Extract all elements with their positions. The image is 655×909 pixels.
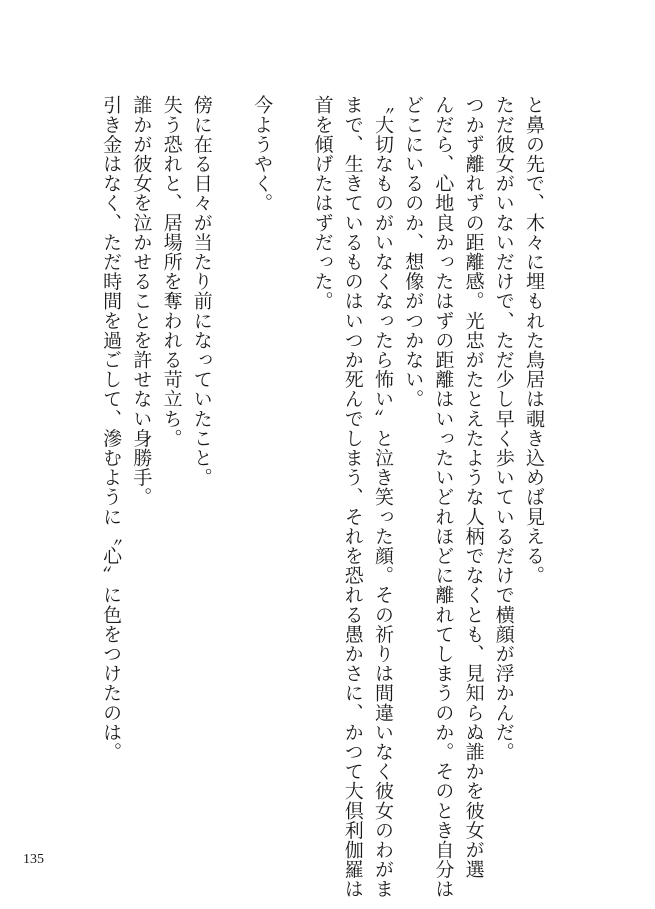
text-line: 傍に在る日々が当たり前になっていたこと。 (190, 95, 213, 487)
blank-line (277, 95, 307, 815)
text-line: まで、生きているものはいつか死んでしまう、それを恐れる愚かさに、かつて大倶利伽羅は (341, 95, 364, 899)
text-line: どこにいるのか、想像がつかない。 (402, 95, 425, 409)
text-line: 首を傾げたはずだった。 (311, 95, 334, 311)
blank-line (217, 95, 247, 815)
text-line: と鼻の先で、木々に埋もれた鳥居は覗き込めば見える。 (523, 95, 545, 585)
text-line: つかず離れずの距離感。光忠がたとえたような人柄でなくとも、見知らぬ誰かを彼女が選 (462, 95, 485, 879)
text-line: 〝大切なものがいなくなったら怖い〟と泣き笑った顔。その祈りは間違いなく彼女のわがま (371, 95, 394, 899)
vertical-body-text (96, 95, 549, 899)
text-line: 今ようやく。 (251, 95, 274, 213)
page-number: 135 (23, 852, 44, 867)
text-line: 引き金はなく、ただ時間を過ごして、滲むように〝心〟に色をつけたのは。 (100, 95, 123, 762)
text-line: 失う恐れと、居場所を奪われる苛立ち。 (160, 95, 183, 448)
text-line: んだら、心地良かったはずの距離はいったいどれほどに離れてしまうのか。そのとき自分は (432, 95, 455, 899)
text-line: ただ彼女がいないだけで、ただ少し早く歩いているだけで横顔が浮かんだ。 (492, 95, 515, 762)
text-line: 誰かが彼女を泣かせることを許せない身勝手。 (130, 95, 153, 507)
